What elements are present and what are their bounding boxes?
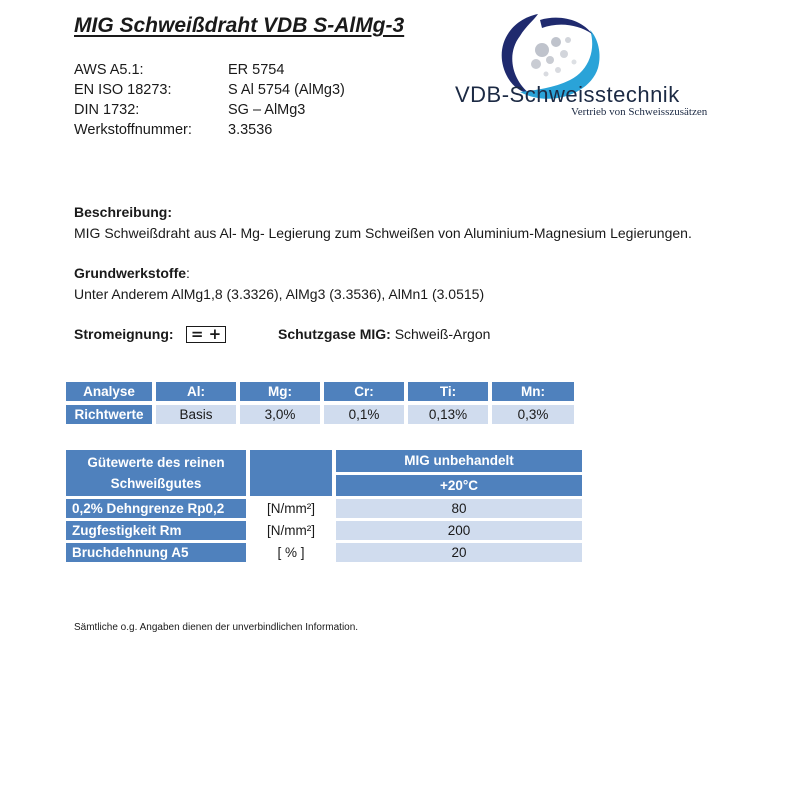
table-row [66,543,586,565]
schutzgas-line [278,326,490,342]
quality-table [66,450,586,565]
spec-value: 3.3536 [228,122,273,138]
spec-label: DIN 1732: [74,102,140,118]
spec-label: EN ISO 18273: [74,82,172,98]
grundwerkstoffe-heading: Grundwerkstoffe [74,265,187,281]
beschreibung-text: MIG Schweißdraht aus Al- Mg- Legierung zum Schweißen von Aluminium-Magnesium Legierungen. [74,225,692,241]
table-cell: Basis [156,405,240,428]
grundwerkstoffe-heading-line [74,265,190,281]
table-cell: 3,0% [240,405,324,428]
table-header-cell: Mn: [492,382,578,405]
table-row [66,521,586,543]
table-cell-unit: [ % ] [250,543,336,565]
spec-value: SG – AlMg3 [228,102,306,118]
table-cell-unit: [N/mm²] [250,499,336,521]
schutzgas-label: Schutzgase MIG: [278,326,391,342]
table-cell-unit: [N/mm²] [250,521,336,543]
table-cell: 0,13% [408,405,492,428]
table-cell: 0,3% [492,405,578,428]
table-header-cell: Mg: [240,382,324,405]
table-header-row [66,382,578,405]
quality-header-mig: MIG unbehandelt [336,450,586,475]
table-row-label: Richtwerte [66,405,156,428]
dc-plus-icon: = + [186,326,226,343]
table-header-cell: Ti: [408,382,492,405]
table-row-label: Zugfestigkeit Rm [66,521,250,543]
quality-header-left: Gütewerte des reinen Schweißgutes [66,450,250,499]
quality-header-temp: +20°C [336,475,586,500]
table-header-cell: Cr: [324,382,408,405]
table-row [66,499,586,521]
analysis-table [66,382,578,428]
spec-value: S Al 5754 (AlMg3) [228,82,345,98]
table-row-label: Bruchdehnung A5 [66,543,250,565]
table-row-label: 0,2% Dehngrenze Rp0,2 [66,499,250,521]
table-row [66,405,578,428]
table-cell: 20 [336,543,586,565]
page-title: MIG Schweißdraht VDB S-AlMg-3 [74,14,405,37]
beschreibung-heading: Beschreibung: [74,204,173,220]
spec-label: AWS A5.1: [74,62,144,78]
table-header-cell: Analyse [66,382,156,405]
grundwerkstoffe-colon: : [186,265,190,281]
schutzgas-value: Schweiß-Argon [394,326,491,342]
stromeignung-label: Stromeignung: [74,326,174,342]
logo-name: VDB-Schweisstechnik [455,82,680,107]
spec-value: ER 5754 [228,62,285,78]
table-cell: 0,1% [324,405,408,428]
table-cell: 200 [336,521,586,543]
quality-header-unit [250,450,336,499]
spec-label: Werkstoffnummer: [74,122,192,138]
grundwerkstoffe-text: Unter Anderem AlMg1,8 (3.3326), AlMg3 (3.3536), AlMn1 (3.0515) [74,286,485,302]
table-cell: 80 [336,499,586,521]
table-header-row [66,450,586,475]
logo-tagline: Vertrieb von Schweisszusätzen [571,106,708,118]
table-header-cell: Al: [156,382,240,405]
footnote: Sämtliche o.g. Angaben dienen der unverbindlichen Information. [74,622,359,633]
